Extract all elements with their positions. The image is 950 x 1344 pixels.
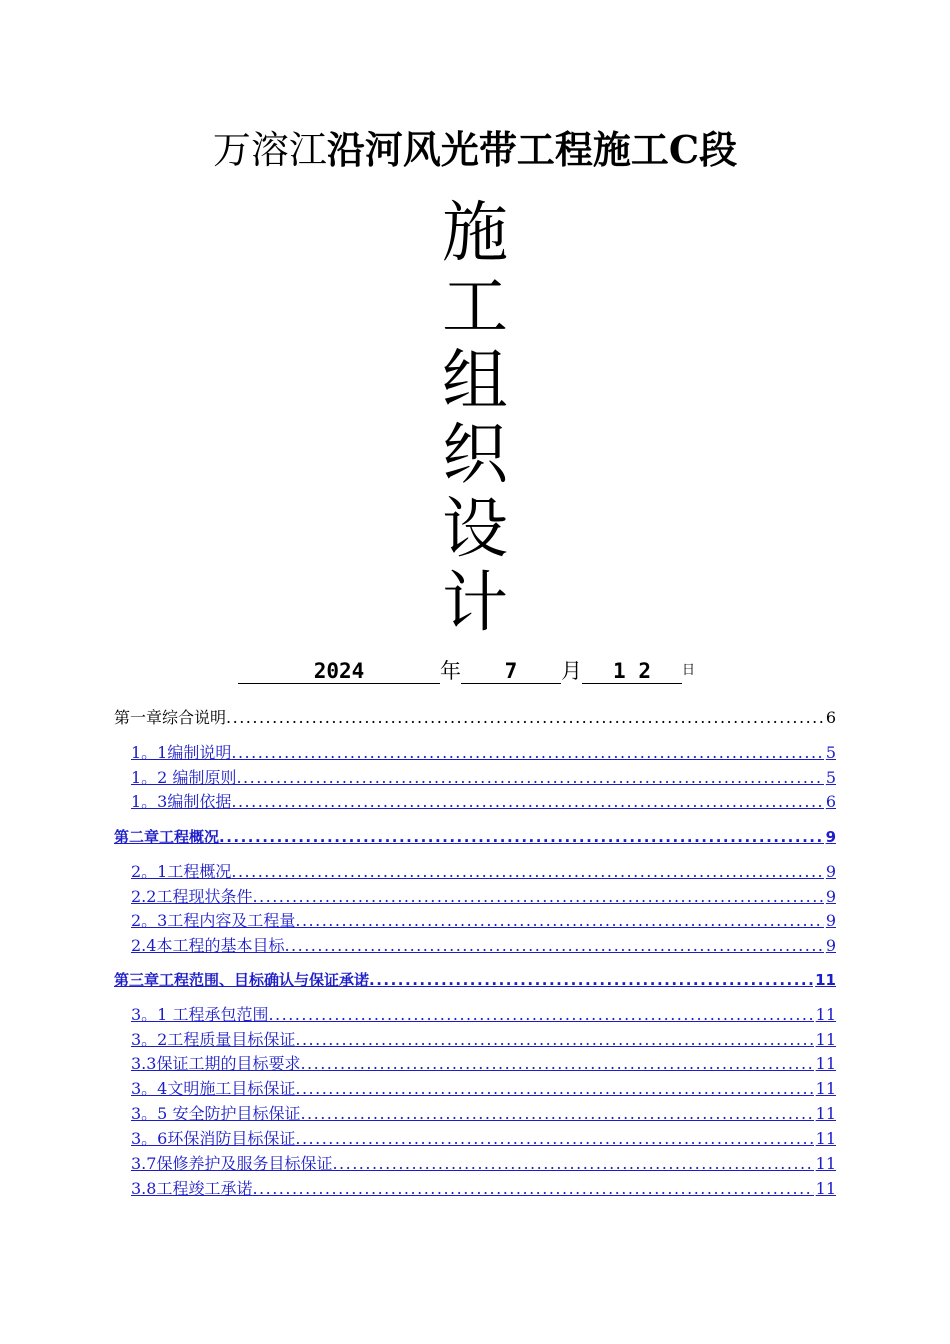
date-month: 7 bbox=[461, 655, 561, 684]
vertical-title-char: 施 bbox=[442, 194, 508, 271]
toc-dot-leader bbox=[231, 861, 823, 883]
toc-dot-leader bbox=[295, 1128, 813, 1150]
toc-entry-page: 5 bbox=[825, 768, 836, 787]
vertical-title bbox=[425, 196, 525, 640]
toc-dot-leader bbox=[236, 767, 823, 789]
toc-entry-label: 3。2工程质量目标保证 bbox=[131, 1030, 296, 1049]
toc-dot-leader bbox=[369, 969, 813, 991]
toc-entry-page: 11 bbox=[815, 1079, 836, 1098]
toc-entry-label: 2。1工程概况 bbox=[131, 862, 232, 881]
toc-section-entry[interactable] bbox=[131, 1103, 836, 1125]
toc-dot-leader bbox=[295, 1078, 813, 1100]
toc-entry-label: 3。1 工程承包范围 bbox=[131, 1005, 269, 1024]
toc-dot-leader bbox=[295, 1029, 813, 1051]
toc-entry-label: 1。1编制说明 bbox=[131, 743, 232, 762]
toc-entry-page: 11 bbox=[815, 1104, 836, 1123]
toc-entry-page: 11 bbox=[815, 971, 836, 989]
toc-dot-leader bbox=[332, 1153, 813, 1175]
toc-entry-label: 第三章工程范围、目标确认与保证承诺 bbox=[114, 971, 370, 989]
date-day: 1 2 bbox=[582, 655, 682, 684]
title-part-3: C段 bbox=[668, 127, 738, 172]
toc-entry-label: 第一章综合说明 bbox=[114, 708, 227, 727]
toc-dot-leader bbox=[300, 1053, 813, 1075]
date-line bbox=[238, 655, 695, 687]
toc-entry-label: 3.3保证工期的目标要求 bbox=[131, 1054, 301, 1073]
toc-entry-page: 6 bbox=[825, 708, 836, 727]
toc-dot-leader bbox=[226, 707, 824, 729]
toc-entry-label: 3.8工程竣工承诺 bbox=[131, 1179, 253, 1198]
toc-chapter-entry bbox=[114, 707, 836, 729]
toc-entry-label: 2.2工程现状条件 bbox=[131, 887, 253, 906]
toc-entry-page: 11 bbox=[815, 1129, 836, 1148]
toc-section-entry[interactable] bbox=[131, 1053, 836, 1075]
toc-section-entry[interactable] bbox=[131, 1128, 836, 1150]
toc-dot-leader bbox=[219, 826, 824, 848]
toc-section-entry[interactable] bbox=[131, 1029, 836, 1051]
toc-dot-leader bbox=[252, 886, 823, 908]
date-year: 2024 bbox=[238, 655, 440, 684]
toc-entry-page: 9 bbox=[825, 887, 836, 906]
toc-entry-label: 3.7保修养护及服务目标保证 bbox=[131, 1154, 333, 1173]
toc-section-entry[interactable] bbox=[131, 1153, 836, 1175]
toc-dot-leader bbox=[252, 1178, 813, 1200]
date-year-unit: 年 bbox=[440, 659, 461, 683]
toc-chapter-entry[interactable] bbox=[114, 826, 836, 848]
toc-entry-page: 9 bbox=[825, 936, 836, 955]
toc-entry-page: 11 bbox=[815, 1154, 836, 1173]
toc-entry-page: 11 bbox=[815, 1030, 836, 1049]
toc-entry-page: 5 bbox=[825, 743, 836, 762]
toc-section-entry[interactable] bbox=[131, 886, 836, 908]
toc-entry-label: 1。2 编制原则 bbox=[131, 768, 237, 787]
toc-dot-leader bbox=[284, 935, 823, 957]
toc-entry-page: 11 bbox=[815, 1054, 836, 1073]
toc-entry-label: 1。3编制依据 bbox=[131, 792, 232, 811]
toc-dot-leader bbox=[231, 742, 823, 764]
toc-section-entry[interactable] bbox=[131, 791, 836, 813]
toc-entry-page: 9 bbox=[825, 828, 836, 846]
toc-section-entry[interactable] bbox=[131, 910, 836, 932]
toc-entry-page: 9 bbox=[825, 862, 836, 881]
toc-entry-label: 第二章工程概况 bbox=[114, 828, 220, 846]
toc-dot-leader bbox=[300, 1103, 813, 1125]
toc-chapter-entry[interactable] bbox=[114, 969, 836, 991]
toc-dot-leader bbox=[268, 1004, 813, 1026]
toc-entry-page: 11 bbox=[815, 1005, 836, 1024]
vertical-title-char: 计 bbox=[442, 564, 508, 641]
toc-section-entry[interactable] bbox=[131, 1078, 836, 1100]
toc-section-entry[interactable] bbox=[131, 861, 836, 883]
toc-section-entry[interactable] bbox=[131, 935, 836, 957]
document-title bbox=[0, 126, 950, 174]
toc-section-entry[interactable] bbox=[131, 1004, 836, 1026]
date-month-unit: 月 bbox=[561, 659, 582, 683]
vertical-title-char: 织 bbox=[442, 416, 508, 493]
title-part-2: 沿河风光带工程施工 bbox=[326, 128, 669, 172]
toc-entry-page: 6 bbox=[825, 792, 836, 811]
vertical-title-char: 设 bbox=[442, 490, 508, 567]
toc-entry-label: 3。4文明施工目标保证 bbox=[131, 1079, 296, 1098]
toc-section-entry[interactable] bbox=[131, 1178, 836, 1200]
toc-entry-label: 2。3工程内容及工程量 bbox=[131, 911, 296, 930]
title-part-1: 万溶江 bbox=[212, 128, 327, 172]
toc-section-entry[interactable] bbox=[131, 742, 836, 764]
vertical-title-char: 组 bbox=[442, 342, 508, 419]
vertical-title-char: 工 bbox=[442, 268, 508, 345]
toc-entry-label: 2.4本工程的基本目标 bbox=[131, 936, 285, 955]
toc-entry-label: 3。5 安全防护目标保证 bbox=[131, 1104, 301, 1123]
toc-entry-page: 11 bbox=[815, 1179, 836, 1198]
toc-entry-label: 3。6环保消防目标保证 bbox=[131, 1129, 296, 1148]
toc-section-entry[interactable] bbox=[131, 767, 836, 789]
date-day-unit: 日 bbox=[682, 663, 696, 678]
toc-dot-leader bbox=[231, 791, 823, 813]
toc-dot-leader bbox=[295, 910, 823, 932]
toc-entry-page: 9 bbox=[825, 911, 836, 930]
